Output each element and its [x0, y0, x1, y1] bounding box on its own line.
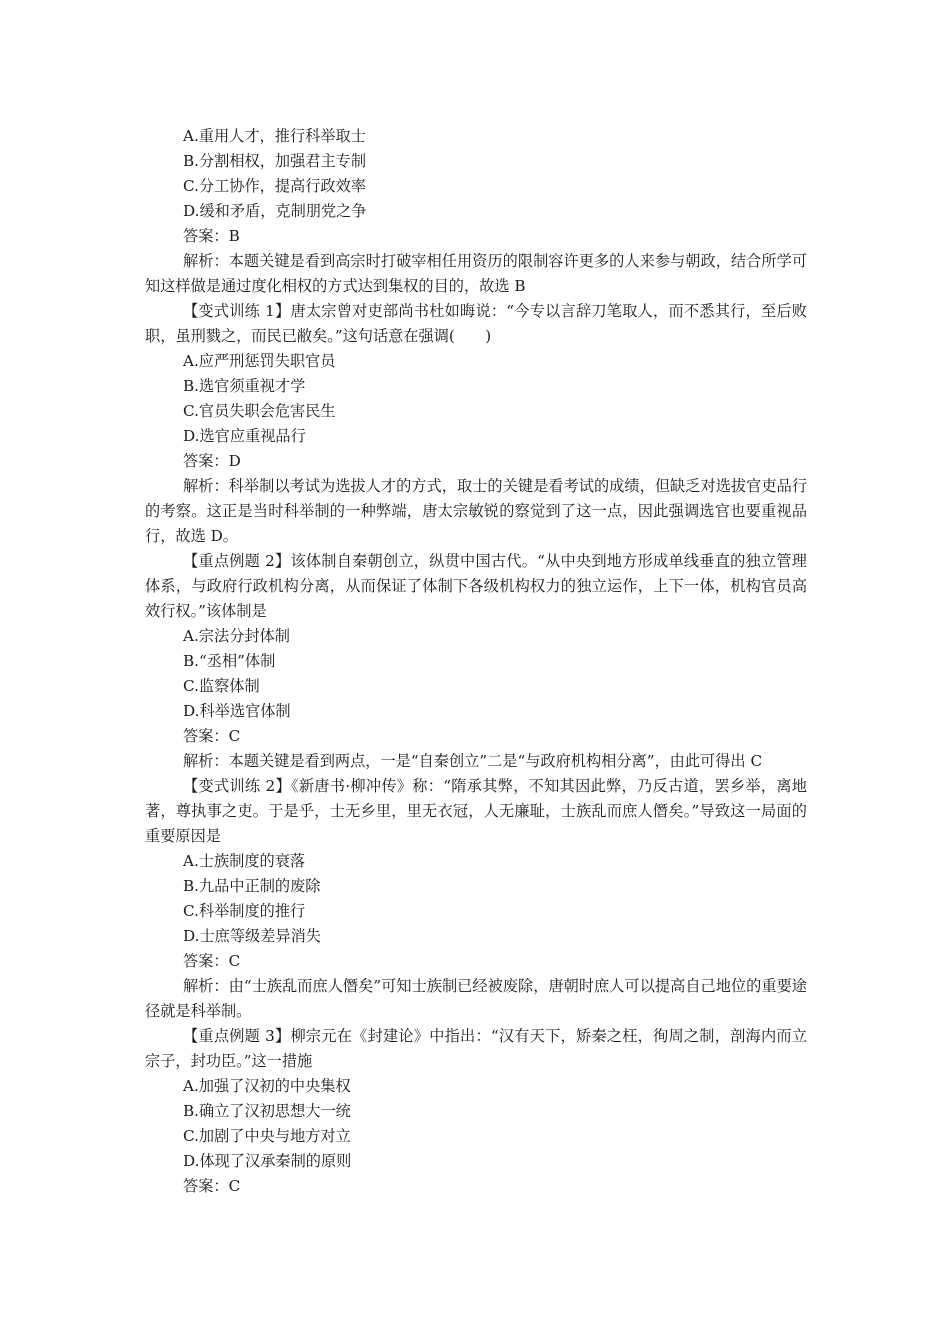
- question-paragraph: 【重点例题 2】该体制自秦朝创立，纵贯中国古代。“从中央到地方形成单线垂直的独立管理体系，与政府行政机构分离，从而保证了体制下各级机构权力的独立运作，上下一体，机构官员高效行权。”该体制是: [145, 552, 807, 620]
- question-paragraph: 【重点例题 3】柳宗元在《封建论》中指出：“汉有天下，矫秦之枉，徇周之制，剖海内而立宗子，封功臣。”这一措施: [145, 1027, 807, 1070]
- analysis-paragraph: 解析：本题关键是看到两点，一是“自秦创立”二是“与政府机构相分离”，由此可得出 C: [183, 752, 763, 770]
- option-d: D.选官应重视品行: [183, 427, 306, 445]
- option-c: C.科举制度的推行: [183, 902, 306, 920]
- option-b: B.九品中正制的废除: [183, 877, 321, 895]
- option-d: D.科举选官体制: [183, 702, 291, 720]
- option-c: C.分工协作，提高行政效率: [183, 177, 366, 195]
- option-c: C.加剧了中央与地方对立: [183, 1127, 351, 1145]
- option-d: D.体现了汉承秦制的原则: [183, 1152, 352, 1170]
- option-a: A.应严刑惩罚失职官员: [183, 352, 336, 370]
- answer: 答案：C: [183, 727, 241, 745]
- answer: 答案：D: [183, 452, 241, 470]
- answer: 答案：B: [183, 227, 240, 245]
- option-b: B.“丞相”体制: [183, 652, 276, 670]
- option-b: B.选官须重视才学: [183, 377, 306, 395]
- document-body: [145, 124, 807, 1199]
- option-d: D.缓和矛盾，克制朋党之争: [183, 202, 367, 220]
- option-a: A.加强了汉初的中央集权: [183, 1077, 351, 1095]
- question-paragraph: 【变式训练 1】唐太宗曾对吏部尚书杜如晦说：“今专以言辞刀笔取人，而不悉其行，至后败职，虽刑戮之，而民已敝矣。”这句话意在强调( ): [145, 302, 807, 345]
- option-d: D.士庶等级差异消失: [183, 927, 321, 945]
- option-b: B.确立了汉初思想大一统: [183, 1102, 351, 1120]
- answer: 答案：C: [183, 1177, 241, 1195]
- option-b: B.分割相权，加强君主专制: [183, 152, 367, 170]
- option-c: C.官员失职会危害民生: [183, 402, 336, 420]
- option-a: A.宗法分封体制: [183, 627, 290, 645]
- analysis-paragraph: 解析：由“士族乱而庶人僭矣”可知士族制已经被废除，唐朝时庶人可以提高自己地位的重要途径就是科举制。: [145, 977, 807, 1020]
- answer: 答案：C: [183, 952, 241, 970]
- analysis-paragraph: 解析：科举制以考试为选拔人才的方式，取士的关键是看考试的成绩，但缺乏对选拔官吏品行的考察。这正是当时科举制的一种弊端，唐太宗敏锐的察觉到了这一点，因此强调选官也要重视品行，故选 D。: [145, 477, 807, 545]
- option-c: C.监察体制: [183, 677, 260, 695]
- analysis-paragraph: 解析：本题关键是看到高宗时打破宰相任用资历的限制容许更多的人来参与朝政，结合所学可知这样做是通过度化相权的方式达到集权的目的，故选 B: [145, 252, 807, 295]
- option-a: A.士族制度的衰落: [183, 852, 306, 870]
- option-a: A.重用人才，推行科举取士: [183, 127, 366, 145]
- question-paragraph: 【变式训练 2】《新唐书·柳冲传》称：“隋承其弊，不知其因此弊，乃反古道，罢乡举，离地著，尊执事之吏。于是乎，士无乡里，里无衣冠，人无廉耻，士族乱而庶人僭矣。”导致这一局面的重要原因是: [145, 777, 807, 845]
